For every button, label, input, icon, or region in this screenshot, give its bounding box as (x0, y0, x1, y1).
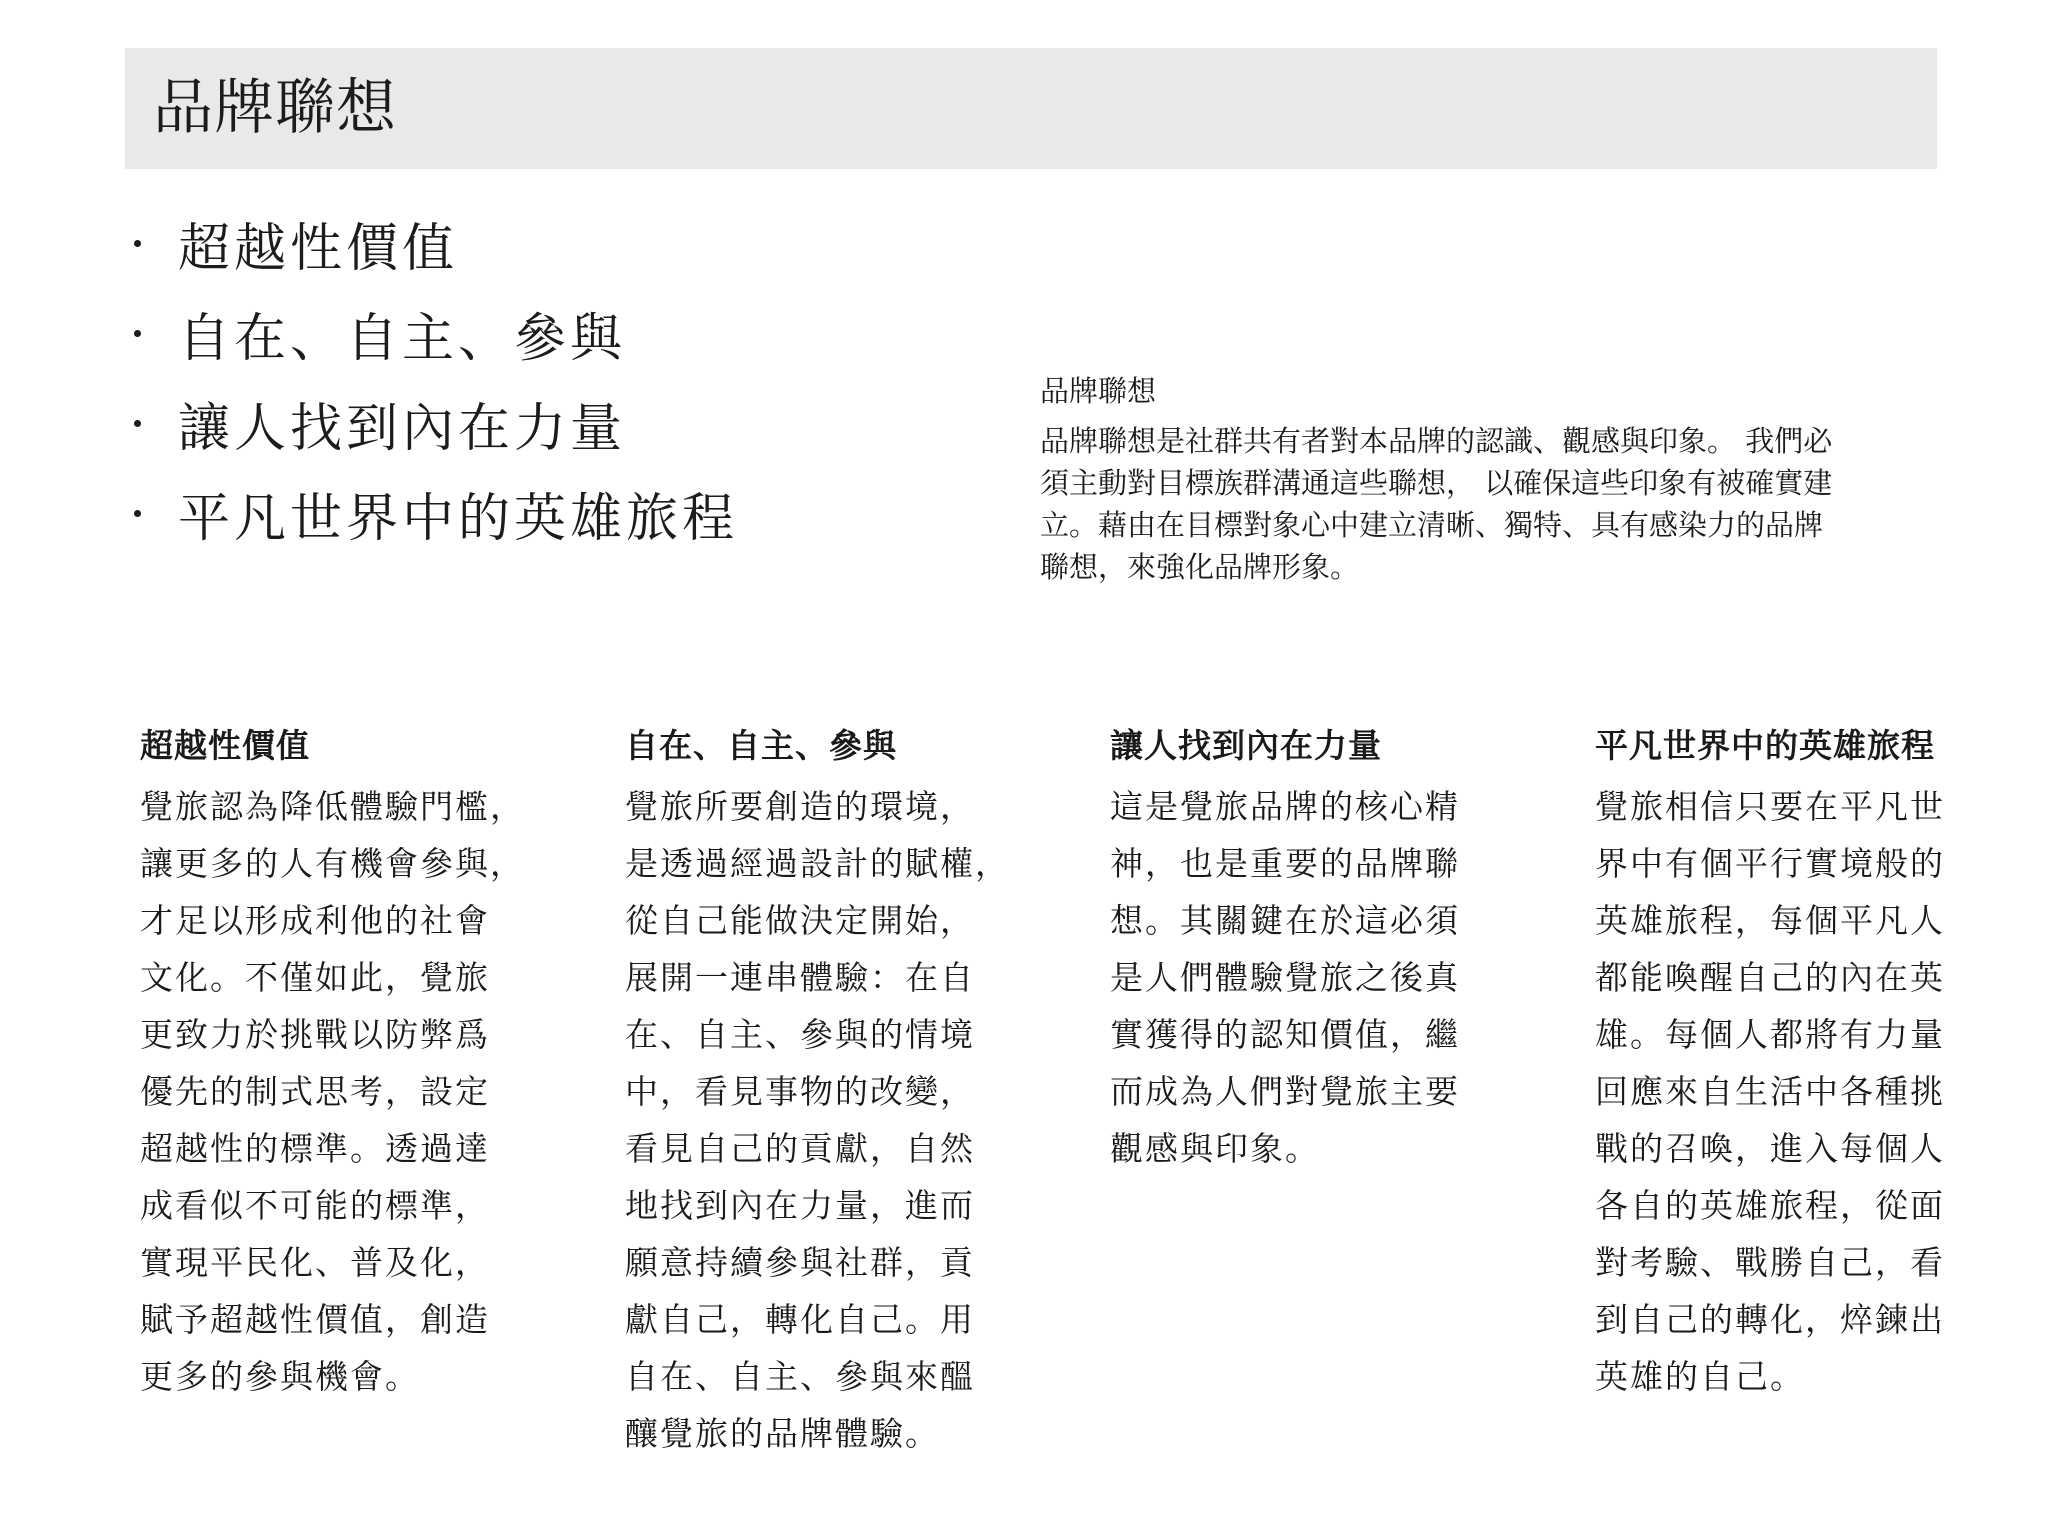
column-body (625, 778, 1065, 1462)
column-line: 讓更多的人有機會參與， (140, 844, 525, 883)
column-title: 自在、自主、參與 (625, 726, 897, 765)
column-title: 平凡世界中的英雄旅程 (1595, 726, 1935, 765)
definition-line: 品牌聯想是社群共有者對本品牌的認識、觀感與印象。 我們必 (1040, 424, 1833, 458)
column-line: 到自己的轉化，焠鍊出 (1595, 1300, 1945, 1339)
column-freedom-autonomy (625, 720, 1065, 1462)
column-line: 回應來自生活中各種挑 (1595, 1072, 1945, 1111)
definition-body (1040, 420, 1930, 588)
column-line: 英雄旅程，每個平凡人 (1595, 901, 1945, 940)
column-line: 超越性的標準。透過達 (140, 1129, 490, 1168)
column-line: 文化。不僅如此，覺旅 (140, 958, 490, 997)
column-line: 而成為人們對覺旅主要 (1110, 1072, 1460, 1111)
column-body (1595, 778, 2035, 1405)
bullet-item (128, 468, 738, 558)
column-line: 覺旅認為降低體驗門檻， (140, 787, 525, 826)
column-line: 觀感與印象。 (1110, 1129, 1320, 1168)
key-points-list (128, 198, 738, 558)
column-title: 超越性價值 (140, 726, 310, 765)
column-transcendent-value (140, 720, 580, 1405)
definition-title: 品牌聯想 (1040, 374, 1157, 408)
column-line: 英雄的自己。 (1595, 1357, 1805, 1396)
column-title: 讓人找到內在力量 (1110, 726, 1382, 765)
definition-line: 立。藉由在目標對象心中建立清晰、獨特、具有感染力的品牌 (1040, 508, 1824, 542)
column-line: 地找到內在力量，進而 (625, 1186, 975, 1225)
column-line: 從自己能做決定開始， (625, 901, 975, 940)
column-line: 實獲得的認知價值，繼 (1110, 1015, 1460, 1054)
column-line: 覺旅相信只要在平凡世 (1595, 787, 1945, 826)
column-line: 實現平民化、普及化， (140, 1243, 490, 1282)
column-inner-strength (1110, 720, 1550, 1177)
column-line: 釀覺旅的品牌體驗。 (625, 1414, 940, 1453)
column-line: 界中有個平行實境般的 (1595, 844, 1945, 883)
column-line: 在、自主、參與的情境 (625, 1015, 975, 1054)
column-line: 展開一連串體驗：在自 (625, 958, 975, 997)
column-line: 自在、自主、參與來醞 (625, 1357, 975, 1396)
column-line: 中，看見事物的改變， (625, 1072, 975, 1111)
bullet-dot-icon (134, 420, 141, 427)
bullet-text: 平凡世界中的英雄旅程 (178, 488, 739, 549)
bullet-text: 自在、自主、參與 (178, 308, 627, 369)
column-line: 是人們體驗覺旅之後真 (1110, 958, 1460, 997)
column-line: 優先的制式思考，設定 (140, 1072, 490, 1111)
column-line: 雄。每個人都將有力量 (1595, 1015, 1945, 1054)
bullet-item (128, 288, 738, 378)
bullet-dot-icon (134, 510, 141, 517)
column-line: 才足以形成利他的社會 (140, 901, 490, 940)
column-line: 覺旅所要創造的環境， (625, 787, 975, 826)
column-line: 各自的英雄旅程，從面 (1595, 1186, 1945, 1225)
column-line: 這是覺旅品牌的核心精 (1110, 787, 1460, 826)
column-line: 神，也是重要的品牌聯 (1110, 844, 1460, 883)
column-hero-journey (1595, 720, 2035, 1405)
column-line: 都能喚醒自己的內在英 (1595, 958, 1945, 997)
bullet-item (128, 198, 738, 288)
definition-line: 聯想，來強化品牌形象。 (1040, 550, 1360, 584)
column-body (1110, 778, 1550, 1177)
column-line: 看見自己的貢獻，自然 (625, 1129, 975, 1168)
column-line: 獻自己，轉化自己。用 (625, 1300, 975, 1339)
bullet-item (128, 378, 738, 468)
bullet-text: 讓人找到內在力量 (178, 398, 627, 459)
column-line: 更致力於挑戰以防弊爲 (140, 1015, 490, 1054)
column-line: 更多的參與機會。 (140, 1357, 420, 1396)
bullet-text: 超越性價值 (178, 218, 459, 279)
definition-note (1040, 370, 1930, 588)
column-line: 是透過經過設計的賦權， (625, 844, 1010, 883)
column-line: 戰的召喚，進入每個人 (1595, 1129, 1945, 1168)
bullet-dot-icon (134, 330, 141, 337)
definition-line: 須主動對目標族群溝通這些聯想， 以確保這些印象有被確實建 (1040, 466, 1833, 500)
column-line: 願意持續參與社群，貢 (625, 1243, 975, 1282)
column-body (140, 778, 580, 1405)
column-line: 想。其關鍵在於這必須 (1110, 901, 1460, 940)
bullet-dot-icon (134, 240, 141, 247)
column-line: 賦予超越性價值，創造 (140, 1300, 490, 1339)
column-line: 對考驗、戰勝自己，看 (1595, 1243, 1945, 1282)
page-title: 品牌聯想 (153, 73, 397, 143)
column-line: 成看似不可能的標準， (140, 1186, 490, 1225)
